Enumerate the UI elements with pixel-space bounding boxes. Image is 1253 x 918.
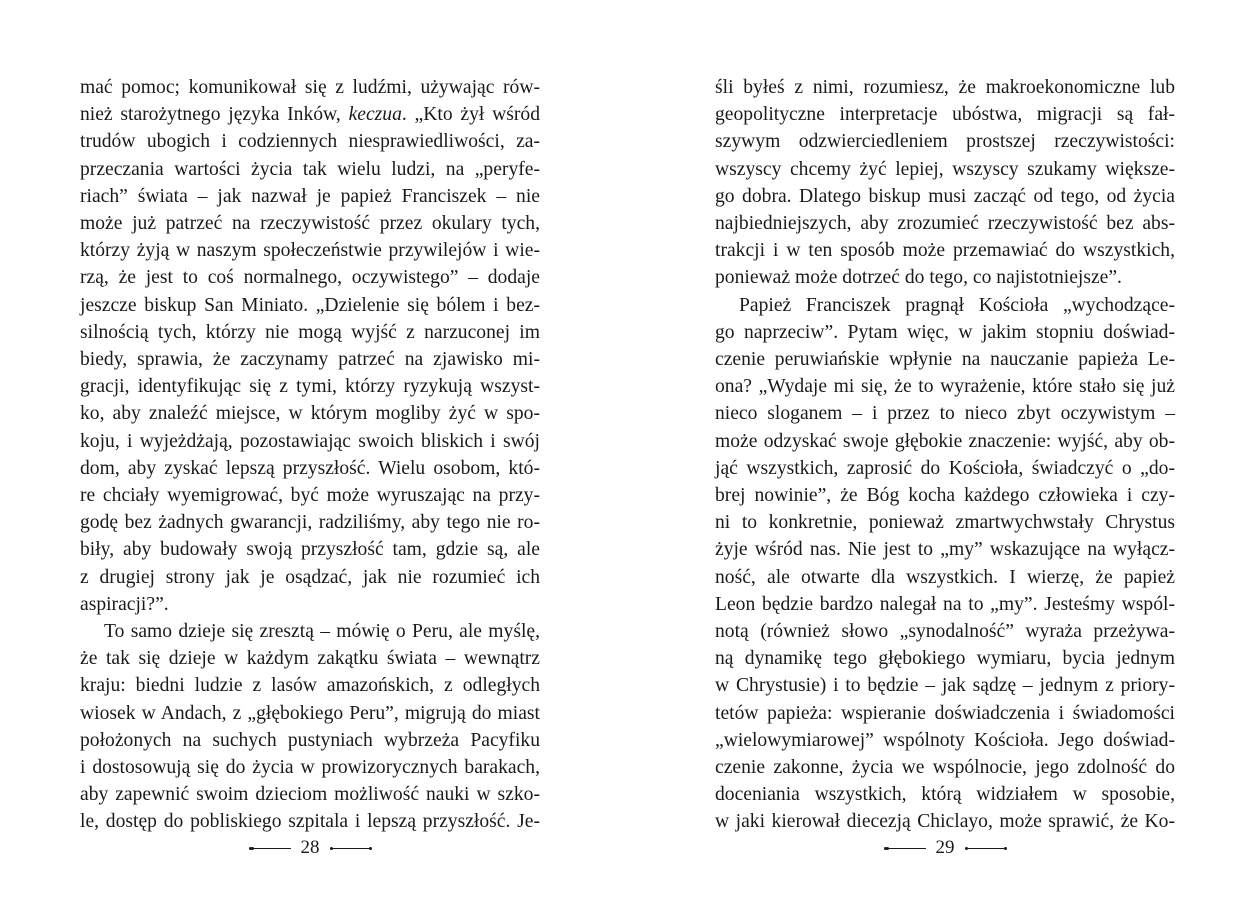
folio-rule bbox=[886, 848, 926, 849]
text-line: geopolityczne interpretacje ubóstwa, migracji są fał- bbox=[715, 104, 1175, 126]
text-line: ni to konkretnie, ponieważ zmartwychwstały Chrystus bbox=[715, 512, 1175, 534]
text-line: wiosek w Andach, z „głębokiego Peru”, migrują do miast bbox=[80, 702, 540, 724]
text-line: go naprzeciw”. Pytam więc, w jakim stopniu doświad- bbox=[715, 321, 1175, 343]
text-line: i dostosowują się do życia w prowizorycznych barakach, bbox=[80, 757, 540, 779]
text-line: ność, ale otwarte dla wszystkich. I wierzę, że papież bbox=[715, 566, 1175, 588]
text-line: brej nowinie”, że Bóg kocha każdego człowieka i czy- bbox=[715, 485, 1175, 507]
text-line: le, dostęp do pobliskiego szpitala i lepszą przyszłość. Je- bbox=[80, 811, 540, 833]
text-line: re chciały wyemigrować, być może wyruszając na przy- bbox=[80, 485, 540, 507]
text-line: śli byłeś z nimi, rozumiesz, że makroekonomiczne lub bbox=[715, 77, 1175, 98]
text-line: trakcji i w ten sposób może przemawiać do wszystkich, bbox=[715, 240, 1175, 262]
page-number-right bbox=[715, 836, 1175, 860]
text-line: trudów ubogich i codziennych niesprawiedliwości, za- bbox=[80, 131, 540, 153]
text-line: Leon będzie bardzo nalegał na to „my”. Jesteśmy wspól- bbox=[715, 593, 1175, 615]
text-line: silnością tych, którzy nie mogą wyjść z narzuconej im bbox=[80, 321, 540, 343]
text-line: aby zapewnić swoim dzieciom możliwość nauki w szko- bbox=[80, 784, 540, 806]
folio-rule bbox=[965, 848, 1005, 849]
text-line: rzą, że jest to coś normalnego, oczywistego” – dodaje bbox=[80, 267, 540, 289]
text-line: aspiracji?”. bbox=[80, 593, 169, 615]
text-line: koju, i wyjeżdżają, pozostawiając swoich bliskich i swój bbox=[80, 430, 540, 452]
text-line: czenie peruwiańskie wpłynie na nauczanie papieża Le- bbox=[715, 349, 1175, 371]
text-line: godę bez żadnych gwarancji, radziliśmy, aby tego nie ro- bbox=[80, 512, 540, 534]
text-line: wszyscy chcemy żyć lepiej, wszyscy szukamy większe- bbox=[715, 158, 1175, 180]
page-number: 28 bbox=[300, 837, 320, 858]
left-page bbox=[80, 0, 540, 918]
text-line: nieco sloganem – i przez to nieco zbyt oczywistym – bbox=[715, 403, 1175, 425]
text-line: którzy żyją w naszym społeczeństwie przywilejów i wie- bbox=[80, 240, 540, 262]
text-line: przeczania wartości życia tak wielu ludzi, na „peryfe- bbox=[80, 158, 540, 180]
text-line: żyje wśród nas. Nie jest to „my” wskazujące na wyłącz- bbox=[715, 539, 1175, 561]
page-number: 29 bbox=[935, 837, 955, 858]
text-line: biedy, sprawia, że zaczynamy patrzeć na zjawisko mi- bbox=[80, 349, 540, 371]
text-line: szywym odzwierciedleniem prostszej rzeczywistości: bbox=[715, 131, 1175, 153]
text-line: czenie zakonne, życia we wspólnocie, jego zdolność do bbox=[715, 757, 1175, 779]
right-page-text bbox=[715, 74, 1175, 836]
text-line: go dobra. Dlatego biskup musi zacząć od tego, od życia bbox=[715, 185, 1175, 207]
text-line: nież starożytnego języka Inków, keczua. „Kto żył wśród bbox=[80, 104, 540, 126]
folio-rule bbox=[251, 848, 291, 849]
text-line: mać pomoc; komunikował się z ludźmi, używając rów- bbox=[80, 77, 540, 98]
text-line: położonych na suchych pustyniach wybrzeża Pacyfiku bbox=[80, 729, 540, 751]
text-line: ną dynamikę tego głębokiego wymiaru, bycia jednym bbox=[715, 648, 1175, 670]
text-line: najbiedniejszych, aby zrozumieć rzeczywistość bez abs- bbox=[715, 213, 1175, 235]
text-line: dom, aby zyskać lepszą przyszłość. Wielu osobom, któ- bbox=[80, 457, 540, 479]
text-line: ponieważ może dotrzeć do tego, co najistotniejsze”. bbox=[715, 267, 1122, 289]
text-line: jąć wszystkich, zaprosić do Kościoła, świadczyć o „do- bbox=[715, 457, 1175, 479]
text-line: że tak się dzieje w każdym zakątku świata – wewnątrz bbox=[80, 648, 540, 670]
text-line: riach” świata – jak nazwał je papież Franciszek – nie bbox=[80, 185, 540, 207]
text-line: gracji, identyfikując się z tymi, którzy ryzykują wszyst- bbox=[80, 376, 540, 398]
text-line: doceniania wszystkich, którą widziałem w sposobie, bbox=[715, 784, 1175, 806]
right-page bbox=[715, 0, 1175, 918]
text-line: może odzyskać swoje głębokie znaczenie: wyjść, aby ob- bbox=[715, 430, 1175, 452]
text-line: ko, aby znaleźć miejsce, w którym mogliby żyć w spo- bbox=[80, 403, 540, 425]
text-line: w Chrystusie) i to będzie – jak sądzę – jednym z priory- bbox=[715, 675, 1175, 697]
text-line: kraju: biedni ludzie z lasów amazońskich, z odległych bbox=[80, 675, 540, 697]
text-line: jeszcze biskup San Miniato. „Dzielenie się bólem i bez- bbox=[80, 294, 540, 316]
text-line: To samo dzieje się zresztą – mówię o Peru, ale myślę, bbox=[104, 621, 540, 643]
left-page-text bbox=[80, 74, 540, 836]
italic-word: keczua bbox=[348, 104, 402, 126]
text-line: biły, aby budowały swoją przyszłość tam, gdzie są, ale bbox=[80, 539, 540, 561]
folio-rule bbox=[330, 848, 370, 849]
text-line: z drugiej strony jak je osądzać, jak nie rozumieć ich bbox=[80, 566, 540, 588]
text-line: w jaki kierował diecezją Chiclayo, może sprawić, że Ko- bbox=[715, 811, 1175, 833]
text-line: Papież Franciszek pragnął Kościoła „wychodzące- bbox=[739, 294, 1175, 316]
text-line: tetów papieża: wspieranie doświadczenia i świadomości bbox=[715, 702, 1175, 724]
page-number-left bbox=[80, 836, 540, 860]
text-line: „wielowymiarowej” wspólnoty Kościoła. Jego doświad- bbox=[715, 729, 1175, 751]
text-line: ona? „Wydaje mi się, że to wyrażenie, które stało się już bbox=[715, 376, 1175, 398]
text-line: może już patrzeć na rzeczywistość przez okulary tych, bbox=[80, 213, 540, 235]
text-line: notą (również słowo „synodalność” wyraża przeżywa- bbox=[715, 621, 1175, 643]
